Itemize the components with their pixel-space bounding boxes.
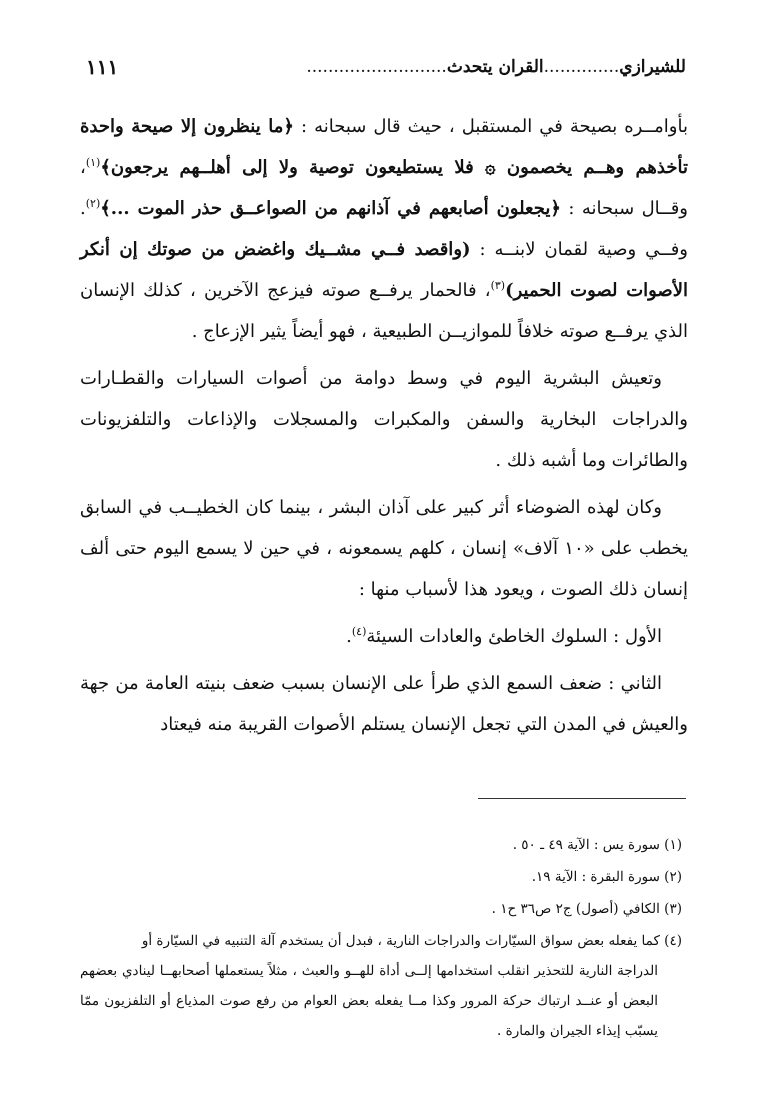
paragraph-2: وتعيش البشرية اليوم في وسط دوامة من أصوات السيارات والقطـارات والدراجات البخارية والسفن والمكبرات والمسجلات والإذاعات والتلفزيونات والطائرات وما أشبه ذلك . (80, 368, 688, 471)
footnote-ref-4: (٤) (351, 625, 367, 638)
page-number: ١١١ (86, 55, 119, 79)
running-header (86, 52, 686, 82)
p1-text-4: ، فالحمار يرفــع صوته فيزعج الآخرين ، كذلك الإنسان الذي يرفــع صوته خلافاً للموازيــن الطبيعية ، فهو أيضاً يثير الإزعاج . (80, 280, 688, 342)
p4-end: . (346, 626, 352, 647)
header-author: للشيرازي (619, 57, 686, 77)
footnote-1: (١) سورة يس : الآية ٤٩ ـ ٥٠ . (512, 837, 682, 853)
footnote-2: (٢) سورة البقرة : الآية ١٩. (531, 869, 682, 885)
header-leader-dots-2: .......................... (306, 57, 447, 77)
p1-text-2: ، وقــال سبحانه : (80, 157, 688, 219)
paragraph-1 (80, 106, 688, 352)
paragraph-5: الثاني : ضعف السمع الذي طرأ على الإنسان بسبب ضعف بنيته العامة من جهة والعيش في المدن التي تجعل الإنسان يستلم الأصوات القريبة منه فيعتاد (80, 673, 688, 735)
p1-text-3: . وفــي وصية لقمان لابنــه : (80, 198, 689, 260)
footnote-separator (478, 798, 686, 799)
p4-text: الأول : السلوك الخاطئ والعادات السيئة (366, 626, 662, 647)
footnote-4: (٤) كما يفعله بعض سواق السيّارات والدراجات النارية ، فبدل أن يستخدم آلة التنبيه في السيّارة أو (141, 933, 682, 949)
footnote-ref-2: (٢) (85, 197, 101, 210)
footnote-ref-1: (١) (85, 156, 101, 169)
paragraph-4 (80, 616, 688, 657)
footnote-4-continued: الدراجة النارية للتحذير انقلب استخدامها إلــى أداة للهــو والعبث ، مثلاً يستعملها أصحابهــا لينادي بعضهم البعض أو عنــد ارتباك حركة المرور وكذا مــا يفعله بعض العوام من رفع صوت المذياع أو التلفزيون ممّا يسبّب إيذاء الجيران والمارة . (80, 963, 658, 1039)
main-text (80, 106, 688, 751)
paragraph-3: وكان لهذه الضوضاء أثر كبير على آذان البشر ، بينما كان الخطيــب في السابق يخطب على «١٠ آلاف» إنسان ، كلهم يسمعونه ، في حين لا يسمع اليوم حتى ألف إنسان ذلك الصوت ، ويعود هذا لأسباب منها : (80, 497, 688, 600)
p1-text-1: بأوامــره بصيحة في المستقبل ، حيث قال سبحانه : (293, 116, 688, 137)
quran-quote-3: (واقصد فــي مشــيك واغضض من صوتك إن أنكر الأصوات لصوت الحمير) (80, 239, 688, 301)
footnotes (80, 830, 688, 1046)
quran-quote-2: ﴿يجعلون أصابعهم في آذانهم من الصواعــق حذر الموت ...﴾ (100, 198, 561, 219)
footnote-3: (٣) الكافي (أصول) ج٢ ص٣٦ ح١ . (491, 901, 682, 917)
header-leader-dots: .............. (543, 57, 620, 77)
quran-quote-1: ﴿ما ينظرون إلا صيحة واحدة تأخذهم وهــم يخصمون ۞ فلا يستطيعون توصية ولا إلى أهلــهم يرجعون﴾ (80, 116, 688, 178)
header-title: القران يتحدث (446, 57, 544, 77)
footnote-ref-3: (٣) (490, 279, 506, 292)
